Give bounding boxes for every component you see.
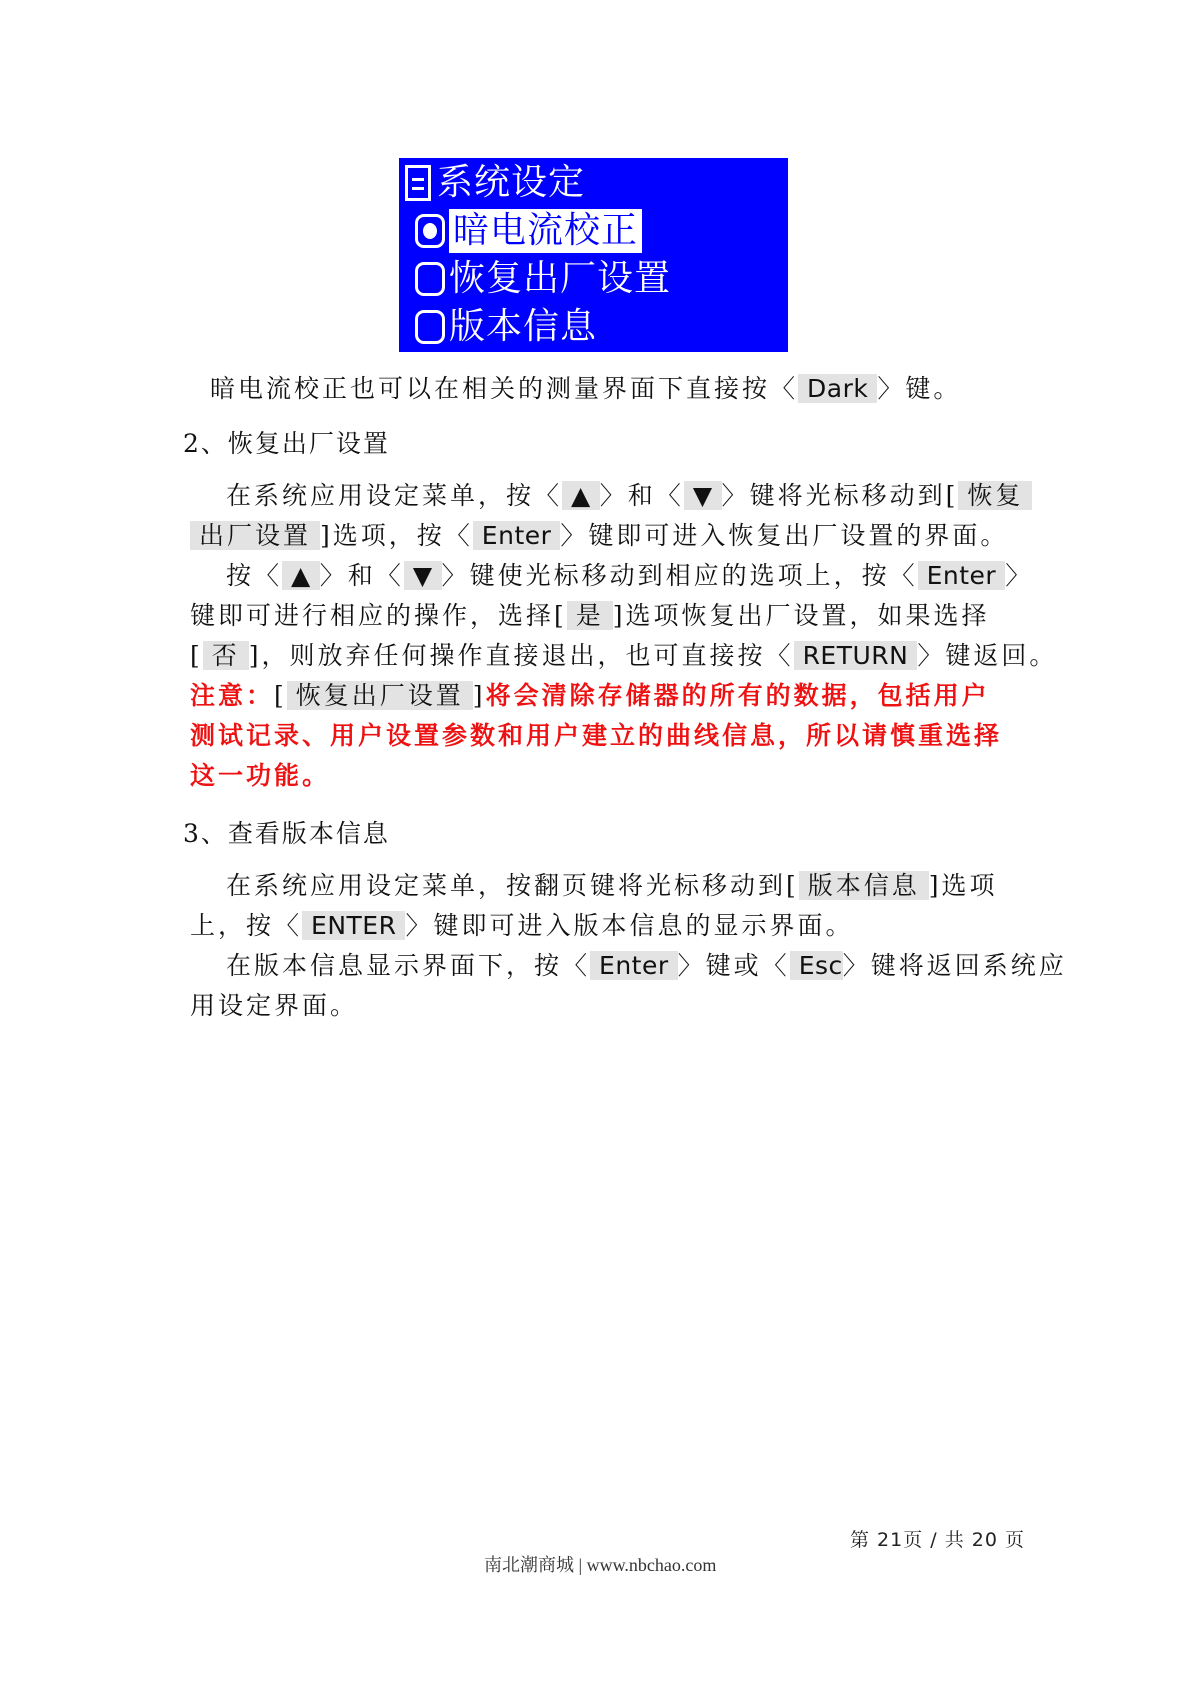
radio-selected-icon [415, 214, 445, 248]
text: 键即可进行相应的操作，选择[ [190, 601, 567, 630]
text: 上，按 [190, 911, 275, 940]
key-enter: Enter [473, 521, 561, 550]
option-version-info: 版本信息 [799, 871, 929, 900]
warning-label: 注意： [190, 681, 275, 710]
radio-unselected-icon [415, 262, 445, 296]
warning-text: 将会清除存储器的所有的数据，包括用户 [485, 681, 990, 710]
key-enter: Enter [918, 561, 1006, 590]
paragraph-line: [ 否 ]，则放弃任何操作直接退出，也可直接按〈 RETURN 〉键返回。 [190, 641, 1058, 670]
option-factory-reset: 出厂设置 [190, 521, 320, 550]
text: [ [190, 641, 203, 670]
text: 按 [226, 561, 255, 590]
text: 在系统应用设定菜单，按 [226, 481, 535, 510]
key-down: ▼ [404, 561, 442, 590]
paragraph-line: 按〈 ▲ 〉和〈 ▼ 〉键使光标移动到相应的选项上，按〈 Enter 〉 [226, 561, 1034, 590]
section-heading-version-info: 3、查看版本信息 [183, 819, 390, 848]
option-yes: 是 [567, 601, 613, 630]
option-factory-reset: 恢复出厂设置 [287, 681, 473, 710]
paragraph-line: 上，按〈 ENTER 〉键即可进入版本信息的显示界面。 [190, 911, 854, 940]
lcd-menu-item-version-info[interactable] [415, 304, 597, 350]
text: ]，则放弃任何操作直接退出，也可直接按 [248, 641, 766, 670]
option-factory-reset: 恢复 [958, 481, 1032, 510]
text: ] [472, 681, 486, 710]
paragraph-line [226, 867, 998, 905]
text: ]选项恢复出厂设置，如果选择 [612, 601, 990, 630]
page-number: 第 21页 / 共 20 页 [850, 1529, 1025, 1551]
text: 键即可进入恢复出厂设置的界面。 [588, 521, 1009, 550]
key-esc: Esc [790, 951, 843, 980]
footer-site-link[interactable]: 南北潮商城 | www.nbchao.com [484, 1555, 717, 1575]
key-enter: ENTER [302, 911, 405, 940]
warning-text: 这一功能。 [190, 761, 331, 790]
lcd-system-settings-screen [399, 158, 788, 352]
lcd-title: 系统设定 [437, 162, 586, 203]
lcd-title-row [405, 160, 585, 206]
text: 键或 [705, 951, 762, 980]
text: ]选项，按 [320, 521, 445, 550]
text: 键将返回系统应 [870, 951, 1067, 980]
key-up: ▲ [282, 561, 320, 590]
paragraph-line: 用设定界面。 [190, 991, 359, 1020]
key-return: RETURN [794, 641, 918, 670]
paragraph-line: 在系统应用设定菜单，按〈 ▲ 〉和〈 ▼ 〉键将光标移动到[ 恢复 [226, 477, 1032, 515]
text: 和 [627, 481, 656, 510]
key-down: ▼ [684, 481, 722, 510]
section-heading-factory-reset: 2、恢复出厂设置 [183, 429, 390, 458]
text: [ [274, 681, 287, 710]
key-dark: Dark [798, 374, 877, 403]
text: ]选项 [928, 871, 998, 900]
lcd-menu-item-label: 版本信息 [449, 306, 598, 347]
text: 键。 [905, 374, 962, 403]
lcd-menu-item-label: 恢复出厂设置 [449, 258, 672, 299]
paragraph-dark-key: 暗电流校正也可以在相关的测量界面下直接按〈 Dark 〉键。 [210, 374, 962, 403]
warning-text: 测试记录、用户设置参数和用户建立的曲线信息，所以请慎重选择 [190, 721, 1003, 750]
text: 键即可进入版本信息的显示界面。 [433, 911, 854, 940]
text: 键返回。 [945, 641, 1058, 670]
text: 暗电流校正也可以在相关的测量界面下直接按 [210, 374, 771, 403]
lcd-menu-item-dark-current[interactable] [415, 208, 642, 254]
radio-unselected-icon [415, 310, 445, 344]
warning-line [190, 677, 990, 715]
document-icon [405, 165, 431, 201]
text: 在版本信息显示界面下，按 [226, 951, 563, 980]
text: 在系统应用设定菜单，按翻页键将光标移动到[ [226, 871, 799, 900]
lcd-menu-item-factory-reset[interactable] [415, 256, 671, 302]
key-enter: Enter [590, 951, 678, 980]
paragraph-line: 出厂设置 ]选项，按〈 Enter 〉键即可进入恢复出厂设置的界面。 [190, 517, 1008, 555]
text: 键使光标移动到相应的选项上，按 [469, 561, 890, 590]
key-up: ▲ [562, 481, 600, 510]
text: 键将光标移动到[ [749, 481, 959, 510]
paragraph-line [190, 597, 990, 635]
option-no: 否 [203, 641, 249, 670]
paragraph-line: 在版本信息显示界面下，按〈 Enter 〉键或〈 Esc〉键将返回系统应 [226, 951, 1067, 980]
lcd-menu-item-label: 暗电流校正 [449, 209, 642, 253]
text: 和 [347, 561, 376, 590]
